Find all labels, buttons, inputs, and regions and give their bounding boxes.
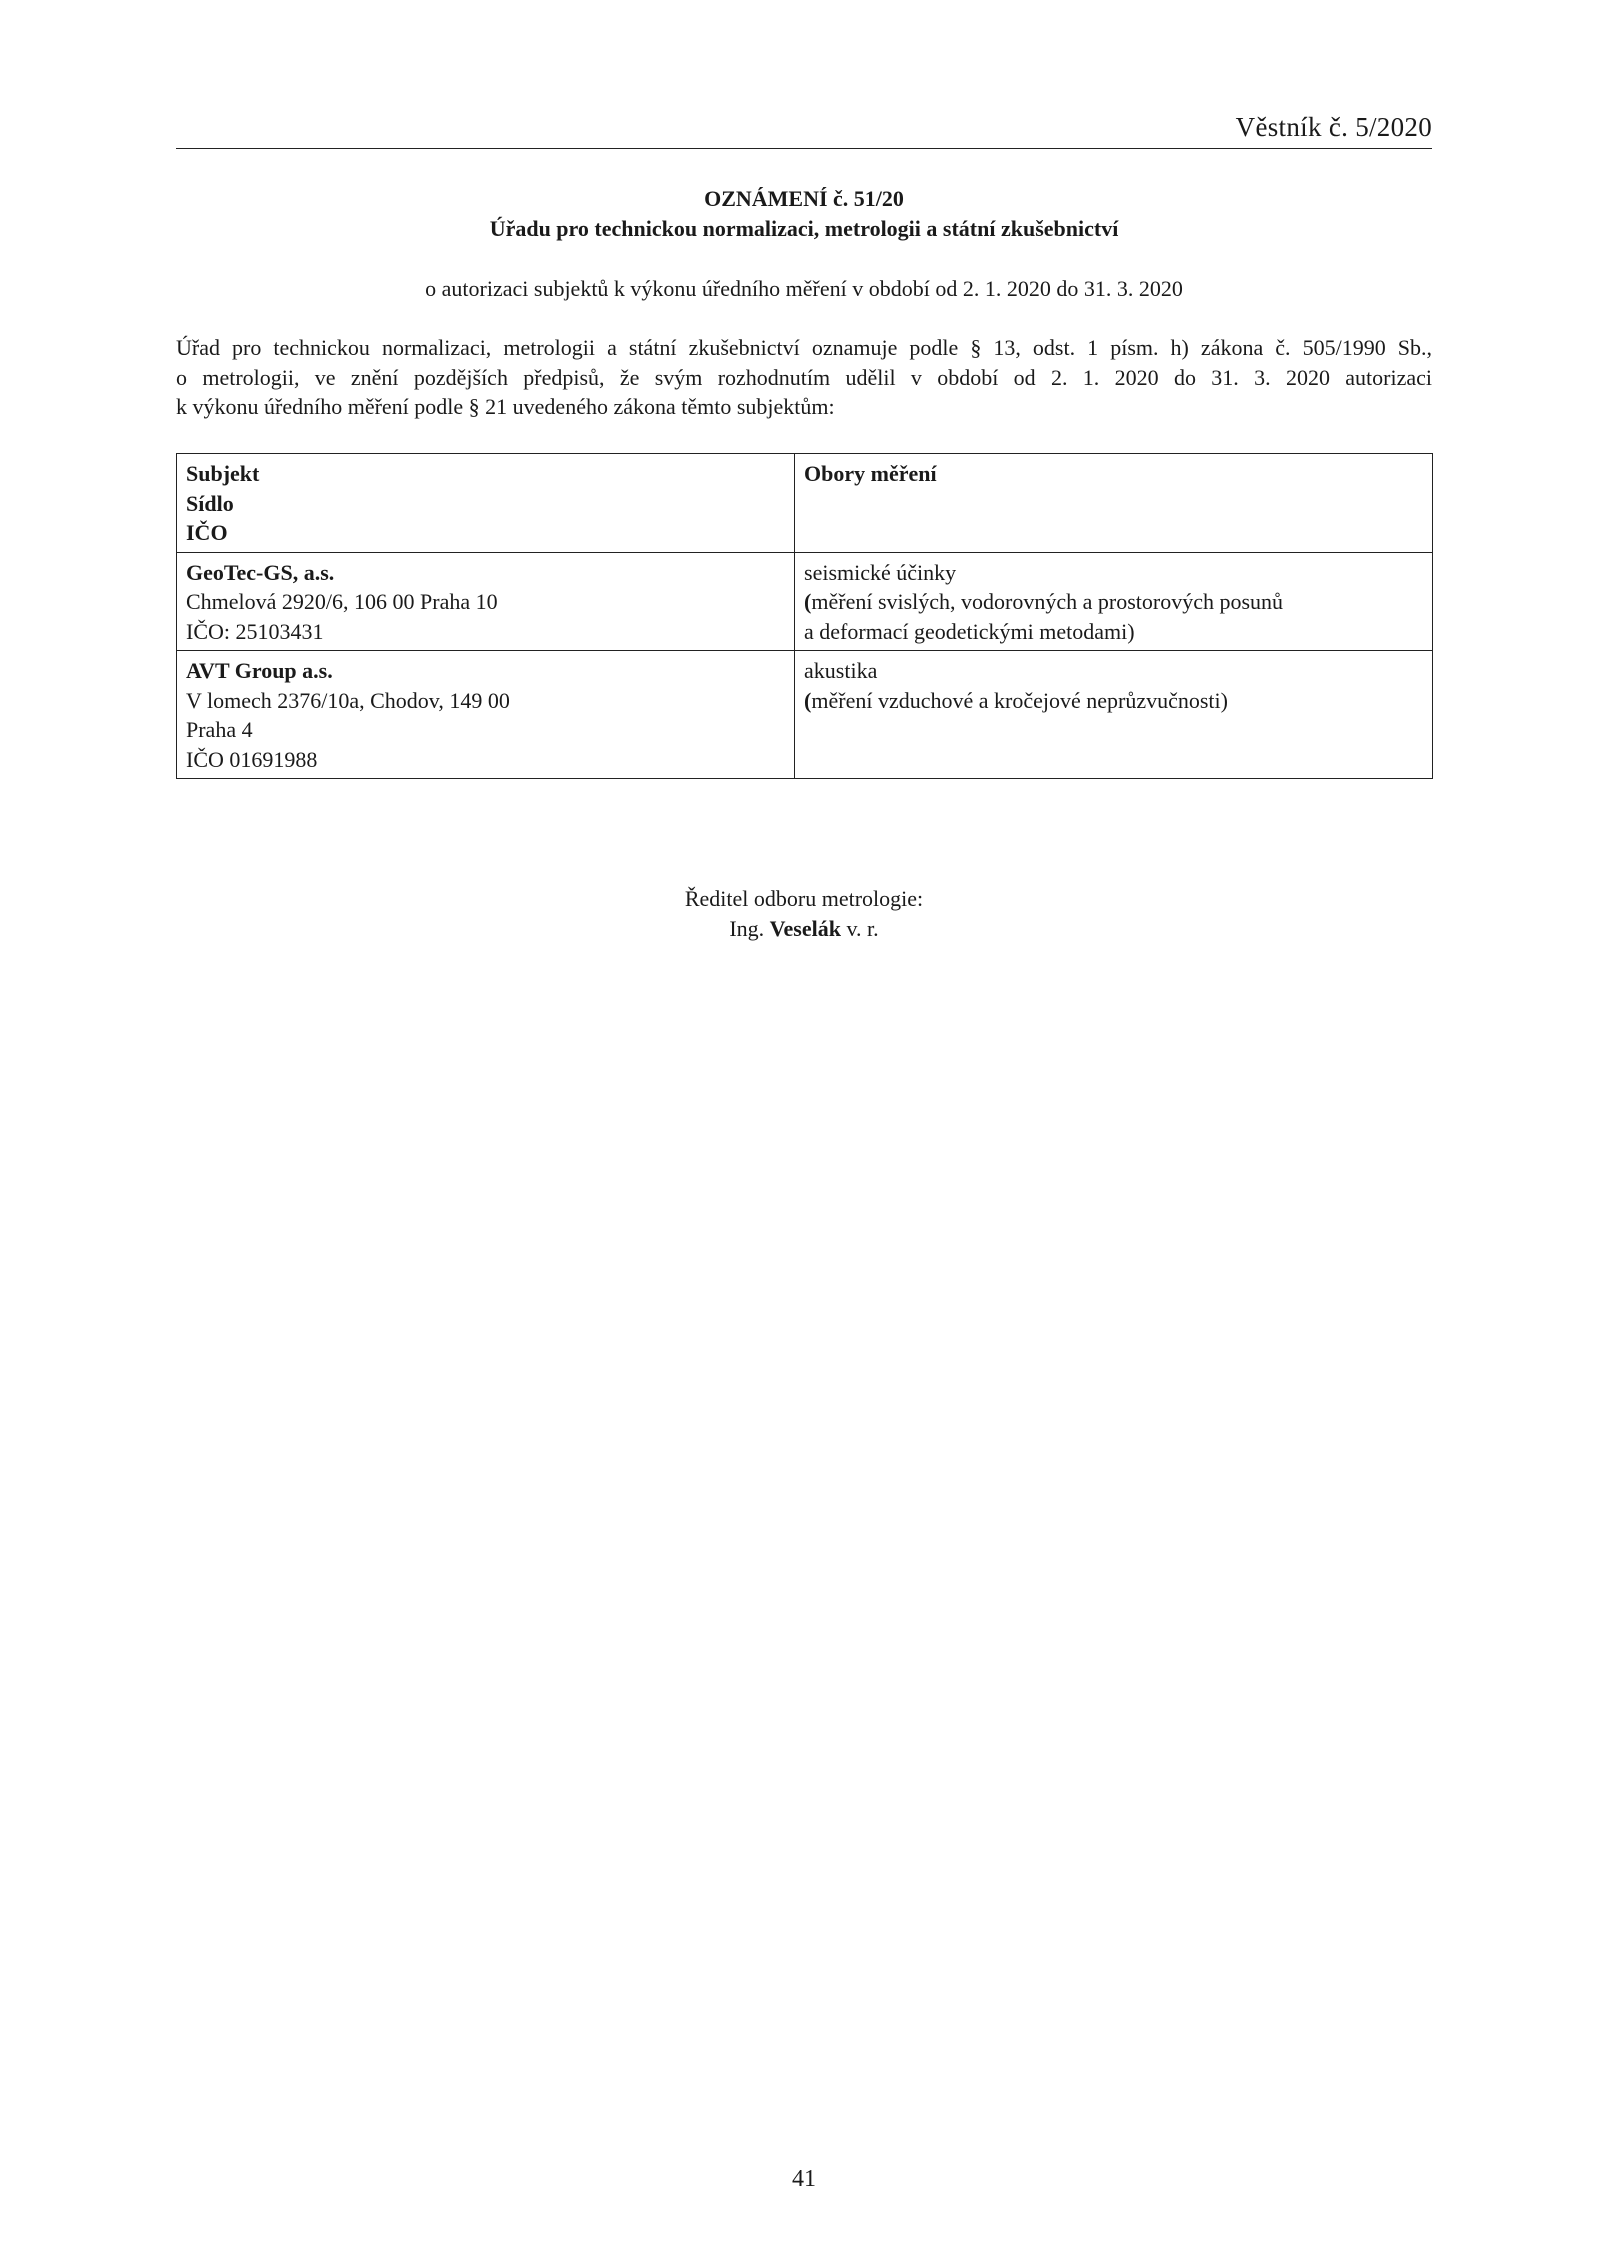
authorization-table <box>176 453 1433 779</box>
header-fields: Obory měření <box>804 461 937 486</box>
table-row <box>177 552 1433 651</box>
signatory-name <box>176 914 1432 944</box>
subject-address-continued: Praha 4 <box>186 717 253 742</box>
issue-label: Věstník č. 5/2020 <box>1235 112 1432 142</box>
subject-cell <box>177 651 795 779</box>
intro-line-1: Úřad pro technickou normalizaci, metrologii a státní zkušebnictví oznamuje podle § 13, odst. 1 písm. h) zákona č. 505/1990 Sb., <box>176 335 1432 360</box>
subject-ico: IČO 01691988 <box>186 746 318 772</box>
header-seat: Sídlo <box>186 490 234 516</box>
header-cell-subject <box>177 454 795 553</box>
announcement-number: OZNÁMENÍ č. 51/20 <box>704 186 904 211</box>
subject-address: Chmelová 2920/6, 106 00 Praha 10 <box>186 589 498 614</box>
field-detail: (měření vzduchové a kročejové neprůzvučnosti) <box>804 687 1228 713</box>
page-number: 41 <box>792 2166 816 2192</box>
field-cell <box>795 651 1433 779</box>
intro-line-3: k výkonu úředního měření podle § 21 uvedeného zákona těmto subjektům: <box>176 394 835 419</box>
intro-paragraph <box>176 333 1432 422</box>
header-ico: IČO <box>186 520 228 545</box>
field-detail-continued: a deformací geodetickými metodami) <box>804 618 1135 644</box>
announcement-subject: o autorizaci subjektů k výkonu úředního měření v období od 2. 1. 2020 do 31. 3. 2020 <box>425 276 1183 301</box>
signatory-suffix: v. r. <box>846 916 879 941</box>
field-name: seismické účinky <box>804 559 957 585</box>
table-row <box>177 651 1433 779</box>
intro-line-2: o metrologii, ve znění pozdějších předpisů, že svým rozhodnutím udělil v období od 2. 1. 2020 do 31. 3. 2020 autorizaci <box>176 364 1432 390</box>
running-header <box>176 108 1432 149</box>
signature-block <box>176 884 1432 944</box>
signatory-surname: Veselák <box>769 916 841 941</box>
field-detail: (měření svislých, vodorovných a prostorových posunů <box>804 589 1284 614</box>
field-cell <box>795 552 1433 651</box>
subject-name: AVT Group a.s. <box>186 658 333 683</box>
subject-ico: IČO: 25103431 <box>186 618 324 644</box>
issuing-office: Úřadu pro technickou normalizaci, metrologii a státní zkušebnictví <box>489 216 1119 241</box>
subject-address: V lomech 2376/10a, Chodov, 149 00 <box>186 687 510 713</box>
signatory-prefix: Ing. <box>729 916 765 941</box>
header-cell-fields <box>795 454 1433 553</box>
field-detail-text: měření svislých, vodorovných a prostorových posunů <box>811 589 1284 614</box>
field-name: akustika <box>804 658 878 683</box>
signatory-role: Ředitel odboru metrologie: <box>684 886 924 911</box>
header-subject: Subjekt <box>186 461 260 486</box>
table-header-row <box>177 454 1433 553</box>
field-detail-text: měření vzduchové a kročejové neprůzvučnosti) <box>811 687 1228 713</box>
subject-cell <box>177 552 795 651</box>
announcement-title <box>176 184 1432 244</box>
subject-name: GeoTec-GS, a.s. <box>186 559 335 585</box>
